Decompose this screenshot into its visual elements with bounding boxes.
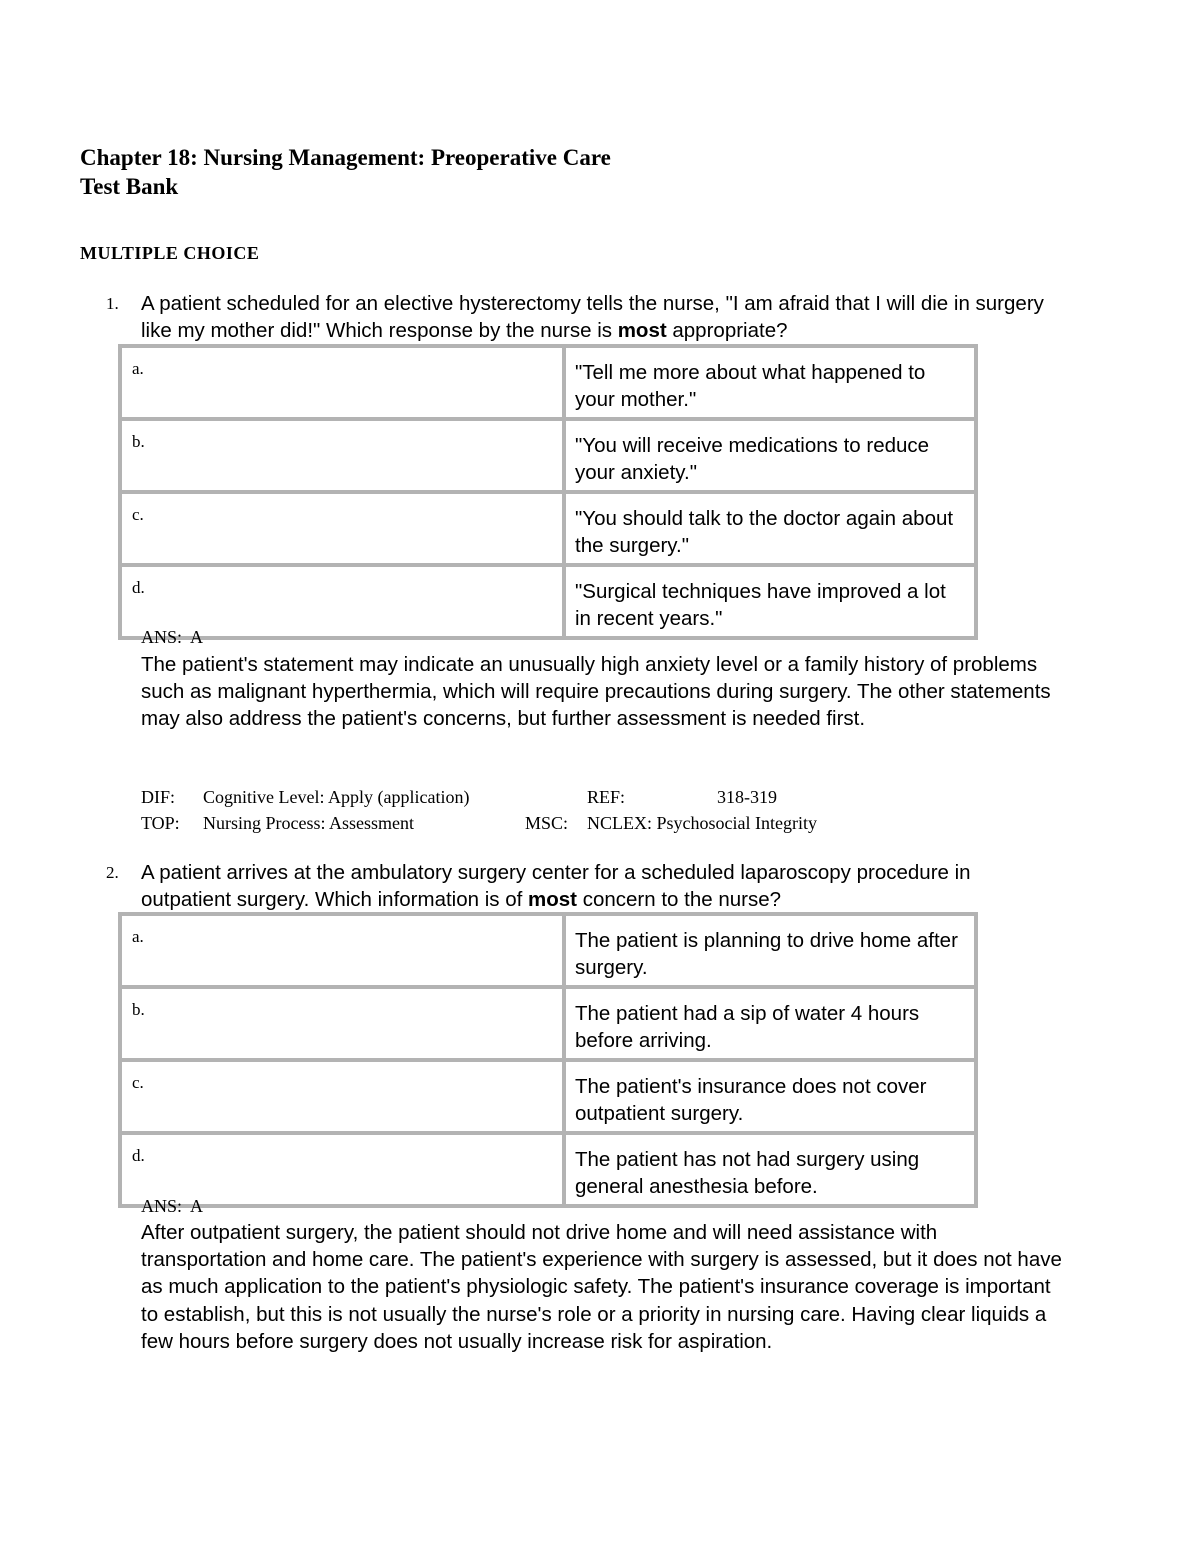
dif-label: DIF: [141, 787, 176, 807]
choices-table [118, 912, 978, 1208]
choice-letter: b. [120, 987, 564, 1060]
rationale: The patient's statement may indicate an unusually high anxiety level or a family history of problems such as malignant hyperthermia, which will require precautions during surgery. The other statements may also address the patient's concerns, but further assessment is needed first. [141, 653, 1051, 731]
choice-letter: c. [120, 492, 564, 565]
stem-text: A patient arrives at the ambulatory surgery center for a scheduled laparoscopy procedure in outpatient surgery. Which information is of [141, 861, 971, 911]
dif-value: Cognitive Level: Apply (application) [203, 787, 470, 807]
choice-text: "Surgical techniques have improved a lot in recent years." [564, 565, 976, 638]
test-bank-subtitle: Test Bank [80, 174, 179, 199]
choice-text: The patient has not had surgery using general anesthesia before. [564, 1133, 976, 1206]
document-title-block [80, 143, 611, 201]
choice-row [120, 1060, 976, 1133]
choice-text: "Tell me more about what happened to your mother." [564, 346, 976, 419]
msc-value: NCLEX: Psychosocial Integrity [587, 813, 817, 833]
question-stem [141, 859, 1061, 913]
question-number: 1. [106, 294, 119, 313]
question-stem [141, 290, 1061, 344]
choice-text: The patient's insurance does not cover outpatient surgery. [564, 1060, 976, 1133]
answer-key: ANS: A [141, 1196, 204, 1216]
choice-letter: d. [120, 1133, 564, 1206]
ref-value: 318-319 [717, 787, 777, 807]
choice-letter: a. [120, 346, 564, 419]
choice-row [120, 492, 976, 565]
choice-row [120, 419, 976, 492]
msc-label: MSC: [525, 813, 569, 833]
choice-row [120, 346, 976, 419]
stem-emphasis: most [617, 319, 667, 342]
choice-row [120, 565, 976, 638]
stem-text: A patient scheduled for an elective hysterectomy tells the nurse, "I am afraid that I will die in surgery like my mother did!" Which response by the nurse is [141, 292, 1044, 342]
top-label: TOP: [141, 813, 180, 833]
choice-letter: b. [120, 419, 564, 492]
choice-letter: c. [120, 1060, 564, 1133]
section-heading: MULTIPLE CHOICE [80, 243, 260, 263]
choice-text: "You should talk to the doctor again about the surgery." [564, 492, 976, 565]
choices-table [118, 344, 978, 640]
ref-label: REF: [587, 787, 626, 807]
answer-key: ANS: A [141, 627, 204, 647]
choice-row [120, 1133, 976, 1206]
choice-row [120, 987, 976, 1060]
stem-text-end: concern to the nurse? [577, 888, 782, 911]
choice-text: "You will receive medications to reduce your anxiety." [564, 419, 976, 492]
choice-text: The patient had a sip of water 4 hours before arriving. [564, 987, 976, 1060]
stem-emphasis: most [528, 888, 578, 911]
choice-text: The patient is planning to drive home after surgery. [564, 914, 976, 987]
stem-text-end: appropriate? [666, 319, 788, 342]
question-number: 2. [106, 863, 119, 882]
choice-letter: d. [120, 565, 564, 638]
choice-row [120, 914, 976, 987]
choice-letter: a. [120, 914, 564, 987]
rationale: After outpatient surgery, the patient should not drive home and will need assistance with transportation and home care. The patient's experience with surgery is assessed, but it does not have as much application to the patient's physiologic safety. The patient's insurance coverage is important to establish, but this is not usually the nurse's role or a priority in nursing care. Having clear liquids a few hours before surgery does not usually increase risk for aspiration. [141, 1221, 1062, 1353]
top-value: Nursing Process: Assessment [203, 813, 414, 833]
chapter-title: Chapter 18: Nursing Management: Preoperative Care [80, 145, 611, 170]
